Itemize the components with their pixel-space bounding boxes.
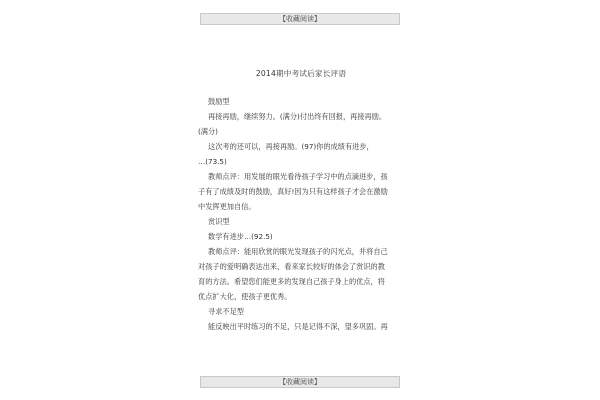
document-line: 育的方法。希望您们能更多的发现自己孩子身上的优点，将 <box>198 277 385 286</box>
document-line: 数学有进步…(92.5) <box>208 232 273 241</box>
document-line: 教师点评：用发展的眼光看待孩子学习中的点滴进步，孩 <box>208 172 388 181</box>
document-line: 对孩子的爱明确表达出来，看来家长较好的体会了赏识的教 <box>198 262 385 271</box>
document-line: …(73.5) <box>198 157 227 166</box>
document-line: 再接再励，继续努力。(满分)付出终有回报，再接再励。 <box>208 112 387 121</box>
document-line: 优点扩大化，使孩子更优秀。 <box>198 292 292 301</box>
document-paragraphs <box>196 94 406 334</box>
document-title: 2014期中考试后家长评语 <box>255 69 347 78</box>
document-line: 这次考的还可以，再接再励。(97)你的成绩有进步， <box>208 142 374 151</box>
document-line: (满分) <box>198 127 218 136</box>
document-line: 能反映出平时练习的不足，只是记得不深，望多巩固。再 <box>208 322 388 331</box>
document-line: 中发挥更加自信。 <box>198 202 256 211</box>
document-line: 子有了成绩及时的鼓励，真好!因为只有这样孩子才会在激励 <box>198 187 388 196</box>
section-heading-encourage: 鼓励型 <box>208 97 230 106</box>
section-heading-seek-deficiency: 寻求不足型 <box>208 307 244 316</box>
top-favorite-read-bar[interactable]: 【收藏阅读】 <box>200 13 400 25</box>
document-line: 教师点评：能用欣赏的眼光发现孩子的闪光点，并将自己 <box>208 247 388 256</box>
section-heading-appreciate: 赏识型 <box>208 217 230 226</box>
document-body <box>196 68 406 334</box>
bottom-favorite-read-bar[interactable]: 【收藏阅读】 <box>200 376 400 388</box>
